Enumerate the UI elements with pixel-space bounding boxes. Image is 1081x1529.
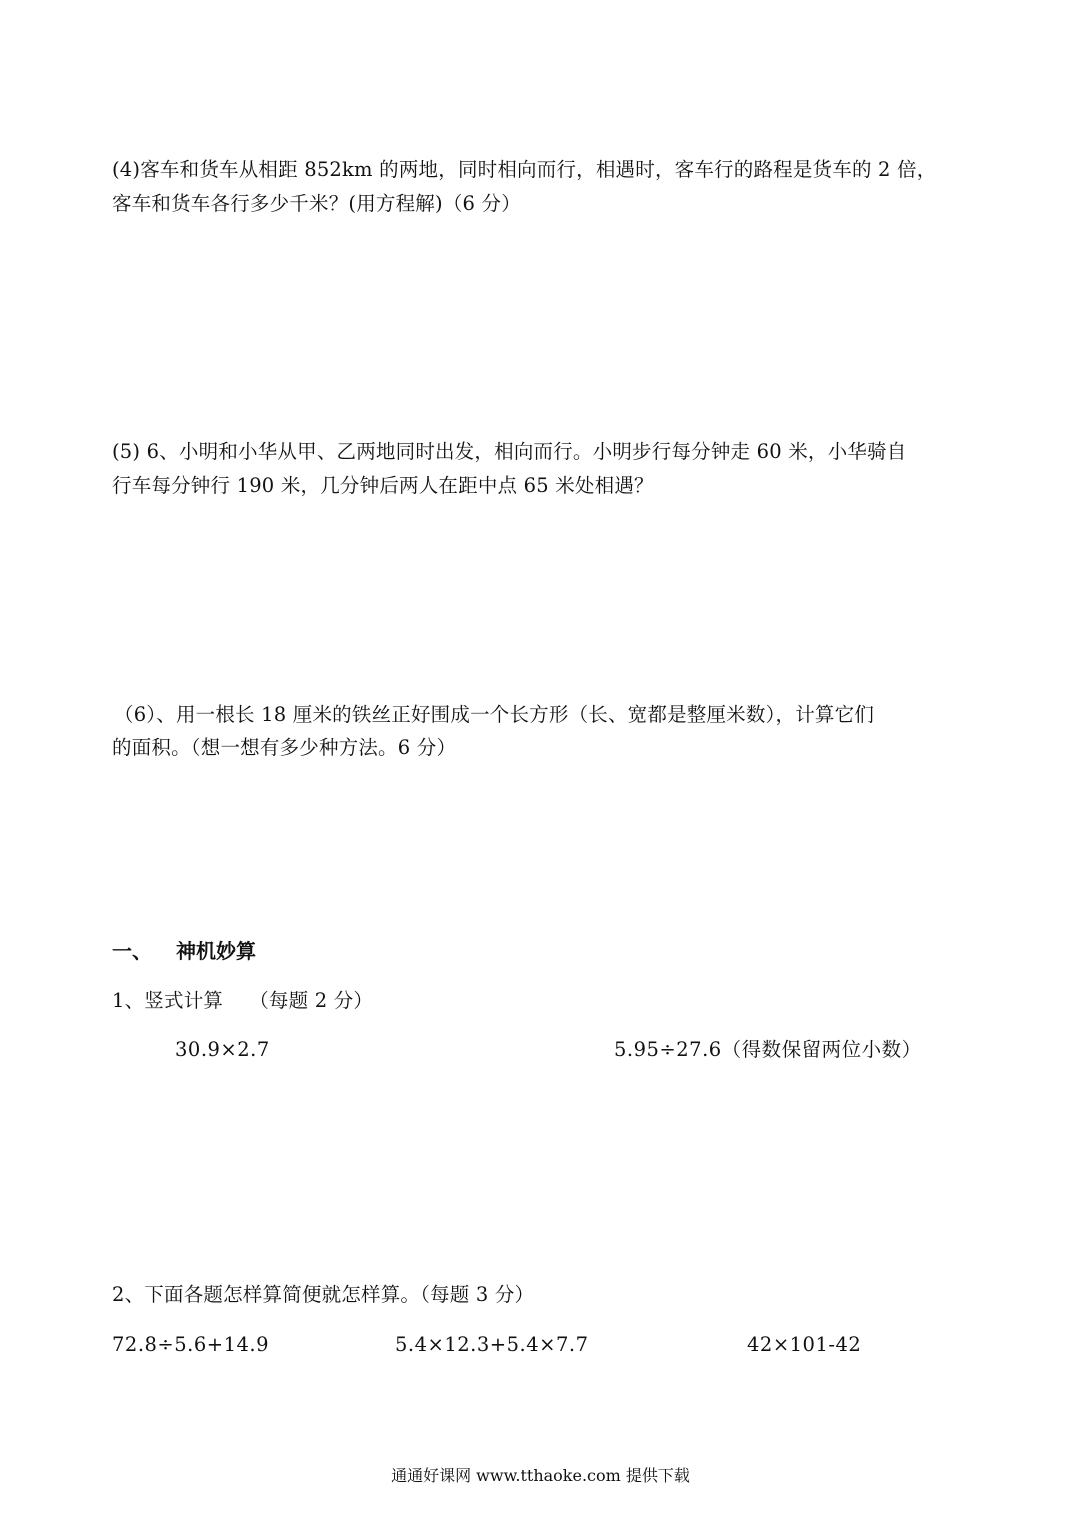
vertical-calc-expression-1: 30.9×2.7 <box>175 1038 270 1061</box>
footer-source-text: 通通好课网 www.tthaoke.com 提供下载 <box>391 1466 690 1485</box>
simplify-expression-1: 72.8÷5.6+14.9 <box>112 1333 270 1356</box>
simplify-expression-2: 5.4×12.3+5.4×7.7 <box>395 1333 589 1356</box>
section-title: 神机妙算 <box>176 939 256 963</box>
section-heading <box>112 938 256 964</box>
problem-4-text-line2: 客车和货车各行多少千米？(用方程解)（6 分） <box>112 192 521 215</box>
vertical-calc-expression-2: 5.95÷27.6（得数保留两位小数） <box>614 1038 922 1061</box>
section-number: 一、 <box>112 939 152 963</box>
problem-6-text-line2: 的面积。（想一想有多少种方法。6 分） <box>112 736 457 759</box>
part-2-heading: 2、下面各题怎样算简便就怎样算。（每题 3 分） <box>112 1283 535 1306</box>
simplify-expression-3: 42×101-42 <box>747 1333 862 1356</box>
part-1-heading: 1、竖式计算 （每题 2 分） <box>112 989 374 1012</box>
problem-5-text-line2: 行车每分钟行 190 米，几分钟后两人在距中点 65 米处相遇？ <box>112 474 654 497</box>
problem-5-text-line1: (5) 6、小明和小华从甲、乙两地同时出发，相向而行。小明步行每分钟走 60 米，小华骑自 <box>112 440 907 463</box>
problem-4-text-line1: (4)客车和货车从相距 852km 的两地，同时相向而行，相遇时，客车行的路程是货车的 2 倍， <box>112 158 937 181</box>
problem-6-text-line1: （6）、用一根长 18 厘米的铁丝正好围成一个长方形（长、宽都是整厘米数），计算它们 <box>114 703 875 726</box>
